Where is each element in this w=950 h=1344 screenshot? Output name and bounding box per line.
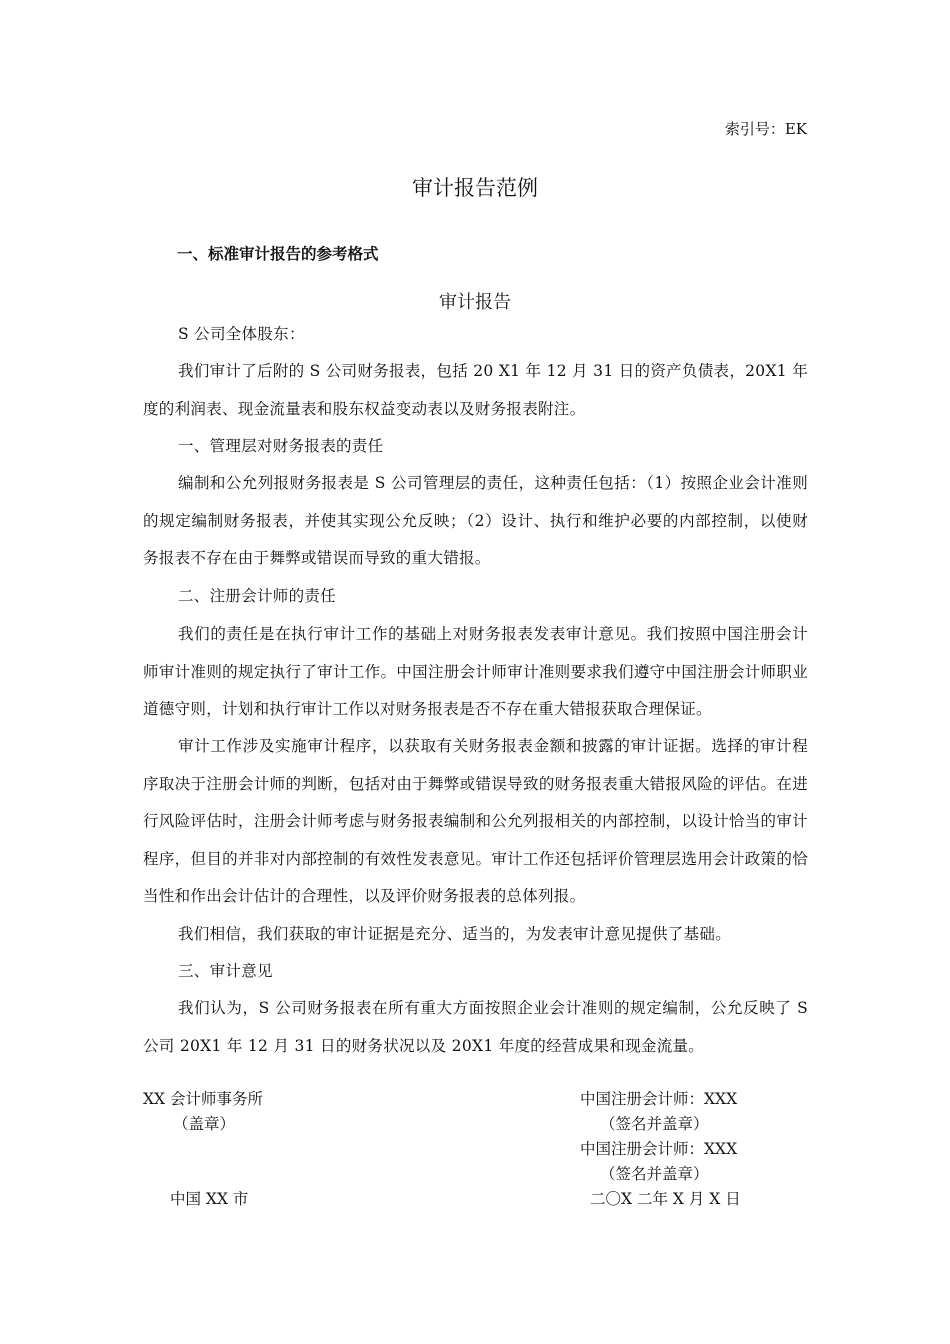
- intro-paragraph: 我们审计了后附的 S 公司财务报表，包括 20 X1 年 12 月 31 日的资产负债表，20X1 年度的利润表、现金流量表和股东权益变动表以及财务报表附注。: [143, 362, 808, 418]
- document-title: 审计报告范例: [412, 176, 538, 200]
- audit-opinion-paragraph: 我们认为，S 公司财务报表在所有重大方面按照企业会计准则的规定编制，公允反映了 S 公司 20X1 年 12 月 31 日的财务状况以及 20X1 年度的经营成果和现金流量。: [143, 999, 808, 1055]
- index-number: 索引号：EK: [724, 120, 807, 138]
- audit-opinion-heading: 三、审计意见: [178, 962, 273, 980]
- addressee: S 公司全体股东：: [178, 325, 305, 343]
- cpa-signer-2-seal-label: （签名并盖章）: [600, 1165, 709, 1183]
- cpa-responsibility-heading: 二、注册会计师的责任: [178, 587, 337, 605]
- cpa-responsibility-paragraph-1: 我们的责任是在执行审计工作的基础上对财务报表发表审计意见。我们按照中国注册会计师审计准则的规定执行了审计工作。中国注册会计师审计准则要求我们遵守中国注册会计师职业道德守则，计划和执行审计工作以对财务报表是否不存在重大错报获取合理保证。: [143, 625, 808, 718]
- cpa-signer-1: 中国注册会计师：XXX: [580, 1090, 738, 1108]
- firm-seal-label: （盖章）: [173, 1115, 236, 1133]
- report-title: 审计报告: [439, 292, 511, 313]
- cpa-signer-1-seal-label: （签名并盖章）: [600, 1115, 709, 1133]
- firm-city: 中国 XX 市: [170, 1190, 249, 1208]
- basis-paragraph: 我们相信，我们获取的审计证据是充分、适当的，为发表审计意见提供了基础。: [178, 925, 732, 943]
- management-responsibility-heading: 一、管理层对财务报表的责任: [178, 437, 384, 455]
- section-heading: 一、标准审计报告的参考格式: [177, 245, 379, 263]
- report-date: 二〇X 二年 X 月 X 日: [590, 1190, 741, 1208]
- management-responsibility-paragraph: 编制和公允列报财务报表是 S 公司管理层的责任，这种责任包括：（1）按照企业会计准则的规定编制财务报表，并使其实现公允反映；（2）设计、执行和维护必要的内部控制，以使财务报表不存在由于舞弊或错误而导致的重大错报。: [143, 474, 808, 567]
- cpa-responsibility-paragraph-2: 审计工作涉及实施审计程序，以获取有关财务报表金额和披露的审计证据。选择的审计程序取决于注册会计师的判断，包括对由于舞弊或错误导致的财务报表重大错报风险的评估。在进行风险评估时，注册会计师考虑与财务报表编制和公允列报相关的内部控制，以设计恰当的审计程序，但目的并非对内部控制的有效性发表意见。审计工作还包括评价管理层选用会计政策的恰当性和作出会计估计的合理性，以及评价财务报表的总体列报。: [143, 737, 808, 905]
- firm-name: XX 会计师事务所: [143, 1090, 263, 1108]
- cpa-signer-2: 中国注册会计师：XXX: [580, 1140, 738, 1158]
